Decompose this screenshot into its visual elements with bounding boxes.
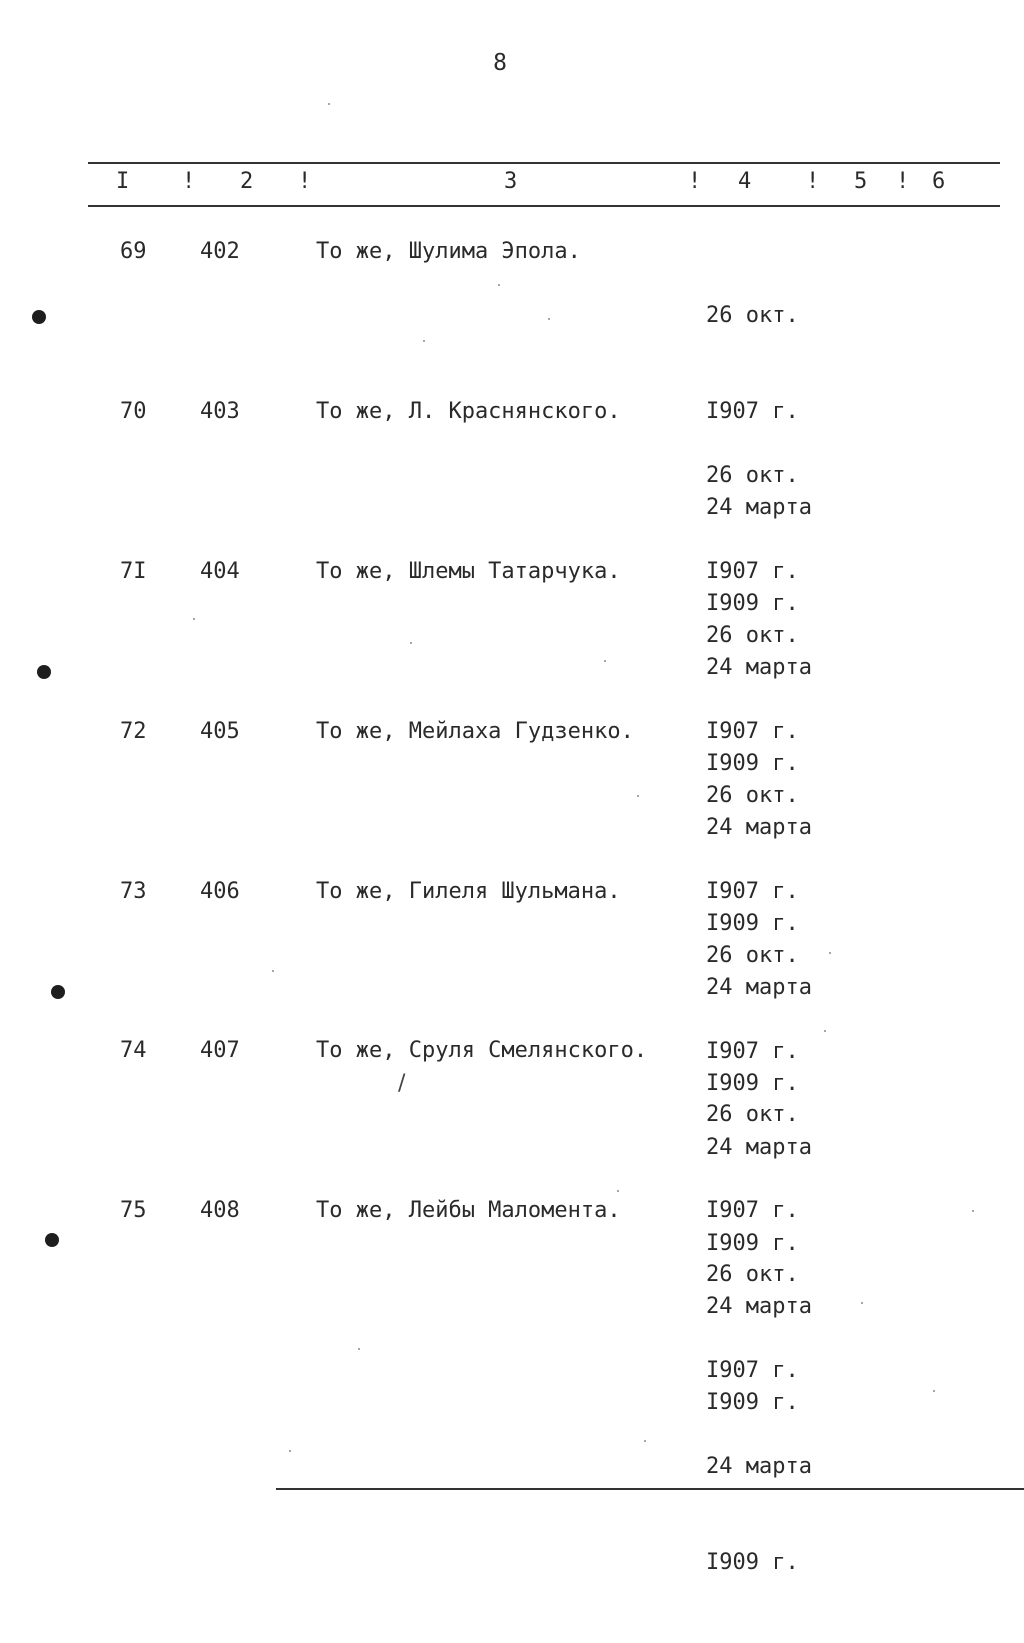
header-col-6: 6 [932, 169, 946, 194]
paper-speck [644, 1440, 646, 1442]
paper-speck [548, 318, 550, 320]
date-start-day: 26 окт. [706, 1102, 799, 1127]
paper-speck [328, 103, 330, 105]
date-start-day: 26 окт. [706, 943, 799, 968]
document-number: 404 [200, 559, 240, 584]
date-end-day: 24 марта [706, 1454, 812, 1479]
date-start-year: I907 г. [706, 1198, 799, 1223]
date-end-year: I909 г. [706, 1390, 799, 1415]
paper-speck [358, 1348, 360, 1350]
date-end-day: 24 марта [706, 495, 812, 520]
paper-speck [829, 952, 831, 954]
date-start-day: 26 окт. [706, 783, 799, 808]
row-number: 72 [120, 719, 147, 744]
paper-speck [289, 1450, 291, 1452]
header-col-4: 4 [738, 169, 752, 194]
date-end-day: 24 марта [706, 1294, 812, 1319]
date-start-year: I907 г. [706, 399, 799, 424]
page-number: 8 [493, 50, 507, 76]
date-start-year: I907 г. [706, 1039, 799, 1064]
table-top-rule [88, 162, 1000, 164]
date-end-day: 24 марта [706, 815, 812, 840]
document-title: То же, Гилеля Шульмана. [316, 879, 621, 904]
header-col-5: 5 [854, 169, 868, 194]
row-number: 74 [120, 1038, 147, 1063]
date-end-year: I909 г. [706, 1071, 799, 1096]
date-start-year: I907 г. [706, 1358, 799, 1383]
paper-speck [193, 618, 195, 620]
date-start-day: 26 окт. [706, 463, 799, 488]
paper-speck [617, 1190, 619, 1192]
document-number: 408 [200, 1198, 240, 1223]
document-title: То же, Шлемы Татарчука. [316, 559, 621, 584]
binding-hole [45, 1233, 59, 1247]
pencil-mark: / [398, 1071, 406, 1096]
paper-speck [498, 284, 500, 286]
document-number: 405 [200, 719, 240, 744]
document-title: То же, Мейлаха Гудзенко. [316, 719, 634, 744]
table-row [0, 1195, 1024, 1575]
document-title: То же, Л. Краснянского. [316, 399, 621, 424]
paper-speck [861, 1302, 863, 1304]
header-separator: ! [182, 169, 196, 194]
date-start-day: 26 окт. [706, 1262, 799, 1287]
paper-speck [637, 795, 639, 797]
row-number: 69 [120, 239, 147, 264]
date-end-year: I909 г. [706, 911, 799, 936]
date-end-year: I909 г. [706, 1550, 799, 1575]
paper-speck [423, 340, 425, 342]
document-number: 402 [200, 239, 240, 264]
date-end-day: 24 марта [706, 655, 812, 680]
date-start-day: 26 окт. [706, 623, 799, 648]
header-separator: ! [688, 169, 702, 194]
date-end-day: 24 марта [706, 975, 812, 1000]
header-separator: ! [806, 169, 820, 194]
paper-speck [933, 1390, 935, 1392]
row-number: 70 [120, 399, 147, 424]
paper-speck [410, 642, 412, 644]
row-number: 73 [120, 879, 147, 904]
date-end-year: I909 г. [706, 751, 799, 776]
header-separator: ! [298, 169, 312, 194]
document-title: То же, Лейбы Маломента. [316, 1198, 621, 1223]
date-end-year: I909 г. [706, 1231, 799, 1256]
document-number: 406 [200, 879, 240, 904]
binding-hole [32, 310, 46, 324]
binding-hole [37, 665, 51, 679]
date-start-day: 26 окт. [706, 303, 799, 328]
date-end-day: 24 марта [706, 1135, 812, 1160]
header-col-3: 3 [504, 169, 518, 194]
table-header-rule [88, 205, 1000, 207]
date-end-year: I909 г. [706, 591, 799, 616]
row-number: 7I [120, 559, 147, 584]
paper-speck [824, 1030, 826, 1032]
header-col-1: I [116, 169, 130, 194]
binding-hole [51, 985, 65, 999]
paper-speck [272, 970, 274, 972]
row-number: 75 [120, 1198, 147, 1223]
document-title: То же, Шулима Эпола. [316, 239, 581, 264]
header-col-2: 2 [240, 169, 254, 194]
paper-speck [972, 1210, 974, 1212]
header-separator: ! [896, 169, 910, 194]
page-bottom-rule [276, 1488, 1024, 1490]
document-title: То же, Сруля Смелянского. [316, 1038, 648, 1063]
paper-speck [604, 660, 606, 662]
document-number: 403 [200, 399, 240, 424]
document-dates [706, 1195, 812, 1643]
date-start-year: I907 г. [706, 559, 799, 584]
date-start-year: I907 г. [706, 879, 799, 904]
date-start-year: I907 г. [706, 719, 799, 744]
document-number: 407 [200, 1038, 240, 1063]
